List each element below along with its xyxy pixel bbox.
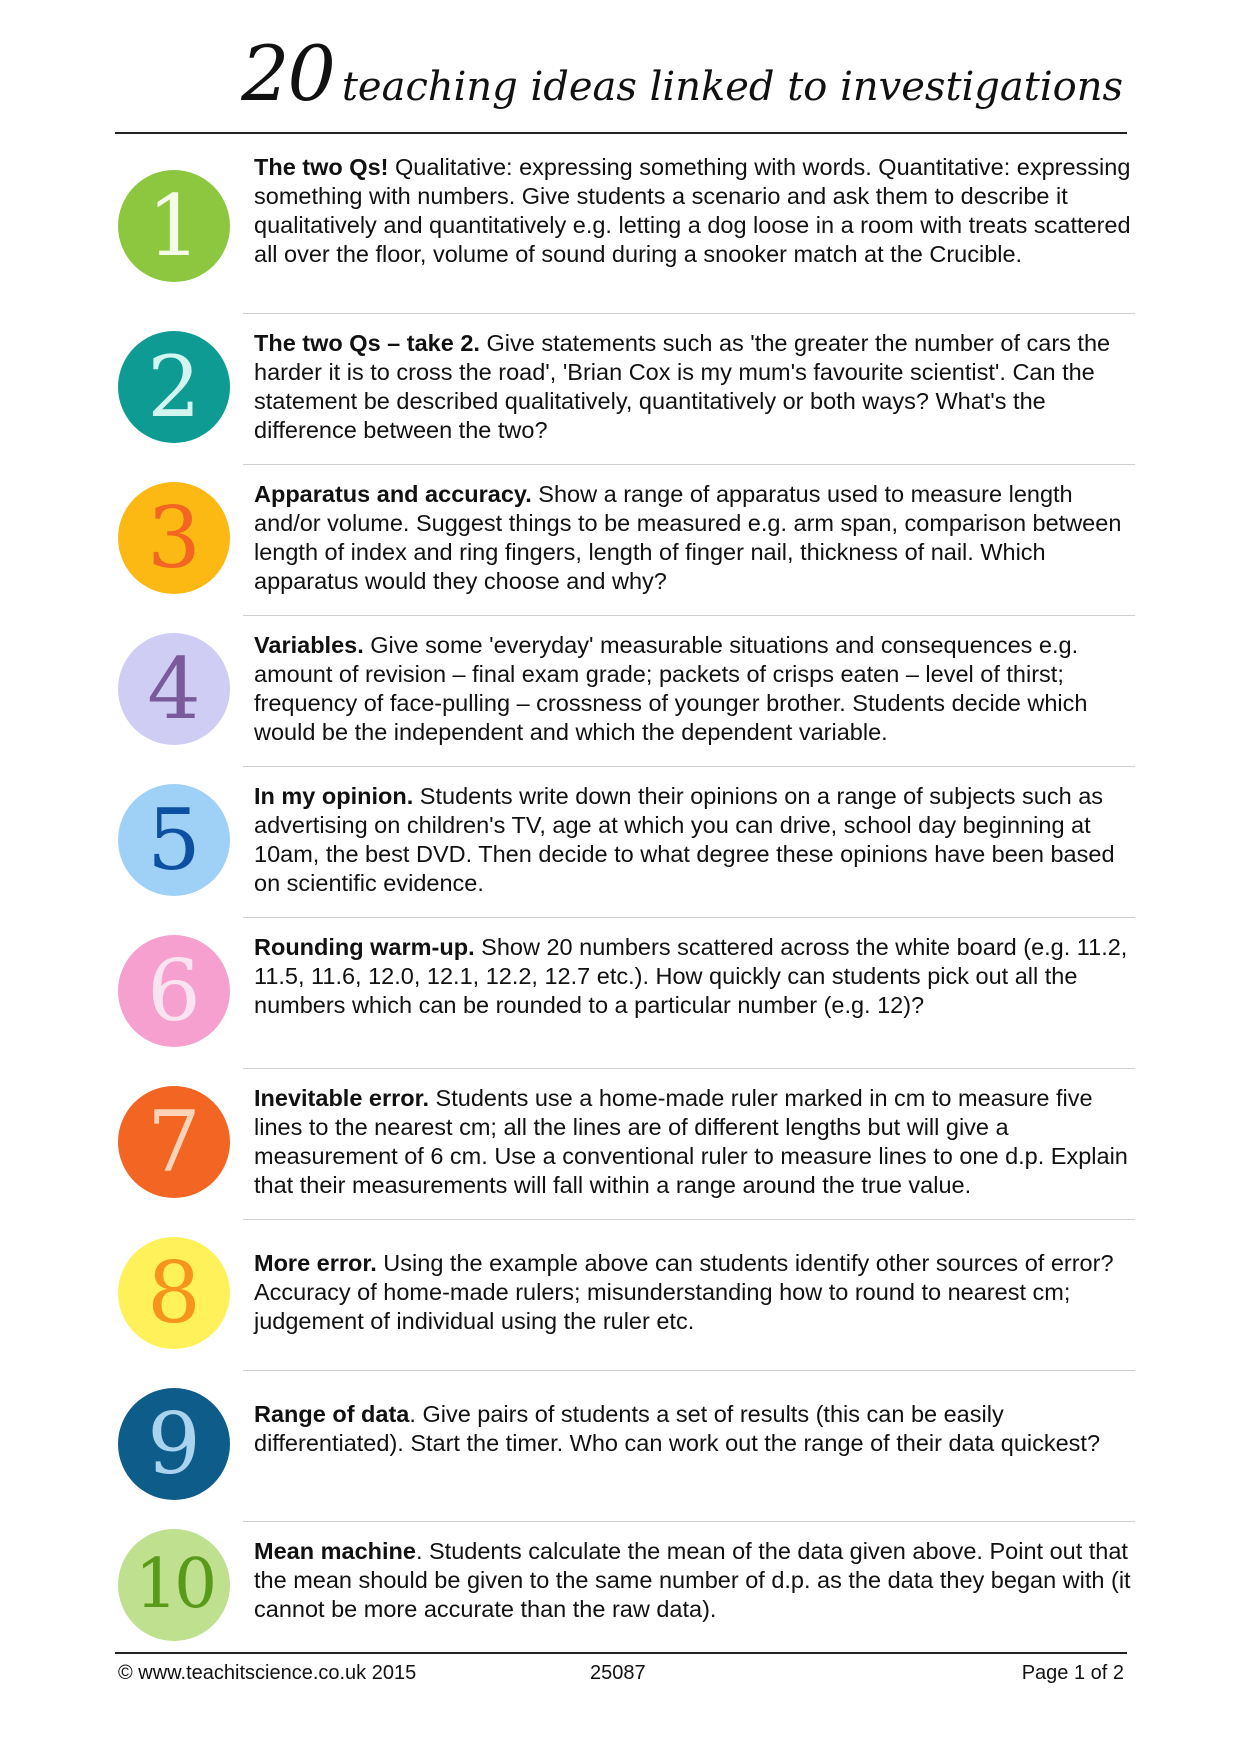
idea-text-7 xyxy=(254,1084,1134,1200)
number-badge-9: 9 xyxy=(118,1388,230,1500)
idea-text-9 xyxy=(254,1400,1134,1458)
idea-heading-10: Mean machine xyxy=(254,1538,416,1564)
idea-body-8: Using the example above can students identify other sources of error? Accuracy of home-made rulers; misunderstanding how to round to nearest cm; judgement of individual using the ruler etc. xyxy=(254,1250,1114,1334)
idea-text-2 xyxy=(254,329,1134,445)
idea-heading-1: The two Qs! xyxy=(254,154,389,180)
idea-body-4: Give some 'everyday' measurable situations and consequences e.g. amount of revision – final exam grade; packets of crisps eaten – level of thirst; frequency of face-pulling – crossness of younger brother. Students decide which would be the independent and which the dependent variable. xyxy=(254,632,1088,745)
idea-divider xyxy=(243,766,1135,767)
title-number: 20 xyxy=(241,29,334,118)
idea-text-10 xyxy=(254,1537,1134,1624)
idea-body-3: Show a range of apparatus used to measure length and/or volume. Suggest things to be measured e.g. arm span, comparison between length of index and ring fingers, length of finger nail, thickness of nail. Which apparatus would they choose and why? xyxy=(254,481,1122,594)
number-badge-3: 3 xyxy=(118,482,230,594)
idea-body-6: Show 20 numbers scattered across the white board (e.g. 11.2, 11.5, 11.6, 12.0, 12.1, 12.2, 12.7 etc.). How quickly can students pick out all the numbers which can be rounded to a particular number (e.g. 12)? xyxy=(254,934,1128,1018)
ideas-list xyxy=(115,150,1135,1650)
page-title xyxy=(241,29,1123,118)
idea-divider xyxy=(243,1068,1135,1069)
idea-heading-2: The two Qs – take 2. xyxy=(254,330,480,356)
footer-copyright: © www.teachitscience.co.uk 2015 xyxy=(118,1662,417,1684)
number-badge-2: 2 xyxy=(118,331,230,443)
idea-heading-3: Apparatus and accuracy. xyxy=(254,481,532,507)
footer-page-number: Page 1 of 2 xyxy=(1021,1662,1124,1684)
idea-heading-6: Rounding warm-up. xyxy=(254,934,475,960)
idea-body-2: Give statements such as 'the greater the number of cars the harder it is to cross the road', 'Brian Cox is my mum's favourite scientist'. Can the statement be described qualitatively, quantitatively or both ways? What's the difference between the two? xyxy=(254,330,1111,443)
idea-divider xyxy=(243,313,1135,314)
title-text: teaching ideas linked to investigations xyxy=(341,64,1123,110)
footer-resource-id: 25087 xyxy=(590,1662,646,1684)
number-badge-10: 10 xyxy=(118,1529,230,1641)
number-badge-5: 5 xyxy=(118,784,230,896)
idea-heading-9: Range of data xyxy=(254,1401,410,1427)
idea-body-7: Students use a home-made ruler marked in cm to measure five lines to the nearest cm; all the lines are of different lengths but will give a measurement of 6 cm. Use a conventional ruler to measure lines to one d.p. Explain that their measurements will fall within a range around the true value. xyxy=(254,1085,1128,1198)
idea-body-10: . Students calculate the mean of the data given above. Point out that the mean should be given to the same number of d.p. as the data they began with (it cannot be more accurate than the raw data). xyxy=(254,1538,1131,1622)
idea-body-5: Students write down their opinions on a range of subjects such as advertising on children's TV, age at which you can drive, school day beginning at 10am, the best DVD. Then decide to what degree these opinions have been based on scientific evidence. xyxy=(254,783,1115,896)
idea-divider xyxy=(243,464,1135,465)
idea-heading-8: More error. xyxy=(254,1250,377,1276)
idea-text-8 xyxy=(254,1249,1134,1336)
idea-divider xyxy=(243,1219,1135,1220)
number-badge-1: 1 xyxy=(118,170,230,282)
idea-text-6 xyxy=(254,933,1134,1020)
idea-text-4 xyxy=(254,631,1134,747)
idea-body-1: Qualitative: expressing something with words. Quantitative: expressing something with numbers. Give students a scenario and ask them to describe it qualitatively and quantitatively e.g. letting a dog loose in a room with treats scattered all over the floor, volume of sound during a snooker match at the Crucible. xyxy=(254,154,1131,267)
idea-heading-7: Inevitable error. xyxy=(254,1085,430,1111)
idea-text-3 xyxy=(254,480,1134,596)
idea-text-5 xyxy=(254,782,1134,898)
number-badge-6: 6 xyxy=(118,935,230,1047)
page-header xyxy=(115,29,1127,134)
idea-body-9: . Give pairs of students a set of results (this can be easily differentiated). Start the timer. Who can work out the range of their data quickest? xyxy=(254,1401,1101,1456)
number-badge-8: 8 xyxy=(118,1237,230,1349)
page-footer xyxy=(115,1652,1127,1694)
number-badge-4: 4 xyxy=(118,633,230,745)
number-badge-7: 7 xyxy=(118,1086,230,1198)
idea-heading-5: In my opinion. xyxy=(254,783,414,809)
idea-text-1 xyxy=(254,153,1134,269)
idea-divider xyxy=(243,917,1135,918)
idea-divider xyxy=(243,1370,1135,1371)
idea-divider xyxy=(243,615,1135,616)
idea-heading-4: Variables. xyxy=(254,632,364,658)
idea-divider xyxy=(243,1521,1135,1522)
